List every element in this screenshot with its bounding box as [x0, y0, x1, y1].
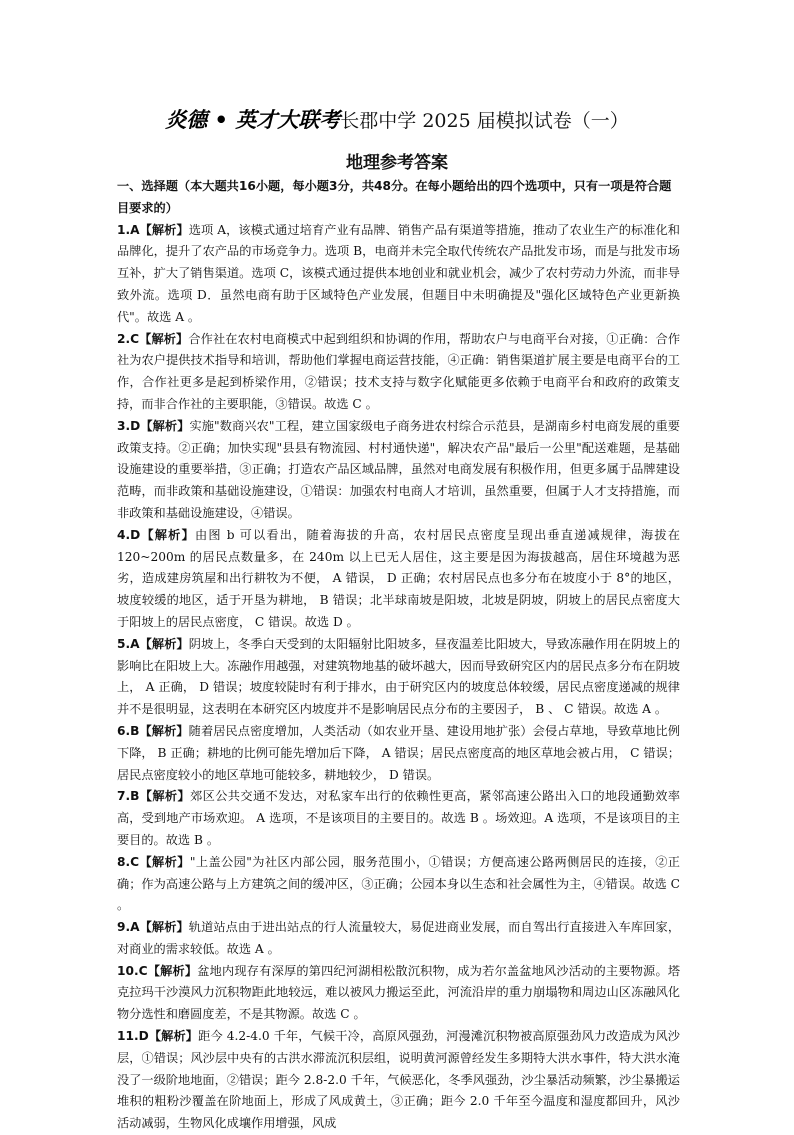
document-subtitle: 地理参考答案 [346, 153, 448, 173]
answer-item [117, 634, 680, 721]
exam-title: 长郡中学 2025 届模拟试卷（一） [340, 110, 629, 132]
answer-text: 实施"数商兴农"工程，建立国家级电子商务进农村综合示范县，是湖南乡村电商发展的重要政策支持。②正确；加快实现"县县有物流园、村村通快递"，解决农产品"最后一公里"配送难题，是基础设施建设的重要举措，③正确；打造农产品区域品牌，虽然对电商发展有积极作用，但更多属于品牌建设范畴，而非政策和基础设施建设，①错误：加强农村电商人才培训，虽然重要，但属于人才支持措施，而非政策和基础设施建设，④错误。 [117, 418, 680, 520]
answer-list [117, 220, 680, 1135]
analysis-tag: 【解析】 [148, 1029, 199, 1044]
document-header [0, 104, 794, 134]
brand-logo-text: 炎德 • 英才大联考 [165, 108, 341, 132]
analysis-tag: 【解析】 [139, 723, 189, 738]
answer-number: 6.B [117, 723, 140, 738]
analysis-tag: 【解析】 [139, 789, 191, 804]
analysis-tag: 【解析】 [139, 636, 189, 651]
answer-text: 郊区公共交通不发达，对私家车出行的依赖性更高，紧邻高速公路出入口的地段通勤效率高，受到地产市场欢迎。 A 选项，不是该项目的主要目的。故选 B 。场效迎。A 选项，不是该项目的主要目的。故选 B 。 [117, 789, 681, 847]
analysis-tag: 【解析】 [140, 527, 195, 542]
answer-number: 10.C [117, 963, 148, 978]
analysis-tag: 【解析】 [140, 418, 190, 433]
answer-item [117, 525, 680, 634]
answer-number: 11.D [117, 1029, 149, 1044]
answer-text: 选项 A，该模式通过培育产业有品牌、销售产品有渠道等措施，推动了农业生产的标准化和品牌化，提升了农产品的市场竞争力。选项 B，电商并未完全取代传统农产品批发市场，而是与批发市场互补，扩大了销售渠道。选项 C，该模式通过提供本地创业和就业机会，减少了农村劳动力外流，而非导致外流。选项 D．虽然电商有助于区域特色产业发展，但题目中未明确提及"强化区域特色产业更新换代"。故选 A 。 [117, 222, 680, 324]
answer-item [117, 1026, 680, 1135]
analysis-tag: 【解析】 [139, 222, 189, 237]
answer-item [117, 961, 680, 1026]
answer-number: 8.C [117, 854, 140, 869]
answer-text: 合作社在农村电商模式中起到组织和协调的作用，帮助农户与电商平台对接，①正确：合作社为农户提供技术指导和培训，帮助他们掌握电商运营技能，④正确：销售渠道扩展主要是电商平台的工作，合作社更多是起到桥梁作用，②错误；技术支持与数字化赋能更多依赖于电商平台和政府的政策支持，而非合作社的主要职能，③错误。故选 C 。 [117, 331, 681, 411]
answer-number: 7.B [117, 789, 140, 804]
answer-number: 5.A [117, 636, 140, 651]
answer-number: 1.A [117, 222, 140, 237]
analysis-tag: 【解析】 [147, 963, 198, 978]
answer-item [117, 416, 680, 525]
answer-number: 3.D [117, 418, 141, 433]
analysis-tag: 【解析】 [139, 331, 189, 346]
answer-text: 阴坡上，冬季白天受到的太阳辐射比阳坡多，昼夜温差比阳坡大，导致冻融作用在阴坡上的影响比在阳坡上大。冻融作用越强，对建筑物地基的破坏越大，因而导致研究区内的居民点多分布在阴坡上， A 正确， D 错误；坡度较陡时有利于排水，由于研究区内的坡度总体较缓，居民点密度递减的规律并不是很明显，这表明在本研究区内坡度并不是影响居民点分布的主要因子， B 、 C 错误。故选 A 。 [117, 636, 681, 717]
answer-number: 4.D [117, 527, 141, 542]
answer-text: 随着居民点密度增加，人类活动（如农业开垦、建设用地扩张）会侵占草地，导致草地比例下降， B 正确；耕地的比例可能先增加后下降， A 错误；居民点密度高的地区草地会被占用， C 错误；居民点密度较小的地区草地可能较多，耕地较少， D 错误。 [117, 723, 681, 782]
answer-item [117, 852, 680, 917]
answer-text: "上盖公园"为社区内部公园，服务范围小，①错误；方便高速公路两侧居民的连接，②正确；作为高速公路与上方建筑之间的缓冲区，③正确；公园本身以生态和社会属性为主，④错误。故选 C 。 [117, 854, 680, 913]
answer-item [117, 721, 680, 786]
section-title: 一、选择题（本大题共16小题，每小题3分，共48分。在每小题给出的四个选项中，只有一项是符合题目要求的） [117, 179, 672, 215]
answer-item [117, 329, 680, 416]
answer-item [117, 220, 680, 329]
analysis-tag: 【解析】 [139, 854, 190, 869]
answer-number: 2.C [117, 331, 140, 346]
answer-text: 轨道站点由于进出站点的行人流量较大，易促进商业发展，而自驾出行直接进入车库回家，对商业的需求较低。故选 A 。 [117, 920, 681, 956]
answer-number: 9.A [117, 920, 140, 935]
answer-item [117, 917, 680, 961]
answer-text: 盆地内现存有深厚的第四纪河湖相松散沉积物，成为若尔盖盆地风沙活动的主要物源。塔克拉玛干沙漠风力沉积物距此地较远，难以被风力搬运至此，河流沿岸的重力崩塌物和周边山区冻融风化物分选性和磨圆度差，不是其物源。故选 C 。 [117, 963, 681, 1022]
analysis-tag: 【解析】 [139, 920, 189, 935]
answer-item [117, 786, 680, 851]
answers-body [117, 176, 680, 1135]
answer-text: 距今 4.2-4.0 千年，气候干冷，高原风强劲，河漫滩沉积物被高原强劲风力改造成为风沙层，①错误；风沙层中央有的古洪水滞流沉积层组，说明黄河源曾经发生多期特大洪水事件，特大洪水淹没了一级阶地地面，②错误；距今 2.8-2.0 千年，气候恶化，冬季风强劲，沙尘暴活动频繁，沙尘暴搬运堆积的粗粉沙覆盖在阶地面上，形成了风成黄土，③正确；距今 2.0 千年至今温度和湿度都回升，风沙活动减弱，生物风化成壤作用增强，风成 [117, 1029, 680, 1131]
answer-text: 由图 b 可以看出，随着海拔的升高，农村居民点密度呈现出垂直递减规律，海拔在 120~200m 的居民点数量多，在 240m 以上已无人居住，这主要是因为海拔越高，居住环境越为恶劣，造成建房筑屋和出行耕牧为不便， A 错误， D 正确；农村居民点也多分布在坡度小于 8°的地区，坡度较缓的地区，适于开垦为耕地， B 错误；北半球南坡是阳坡，北坡是阴坡，阴坡上的居民点密度大于阳坡上的居民点密度， C 错误。故选 D 。 [117, 527, 680, 629]
